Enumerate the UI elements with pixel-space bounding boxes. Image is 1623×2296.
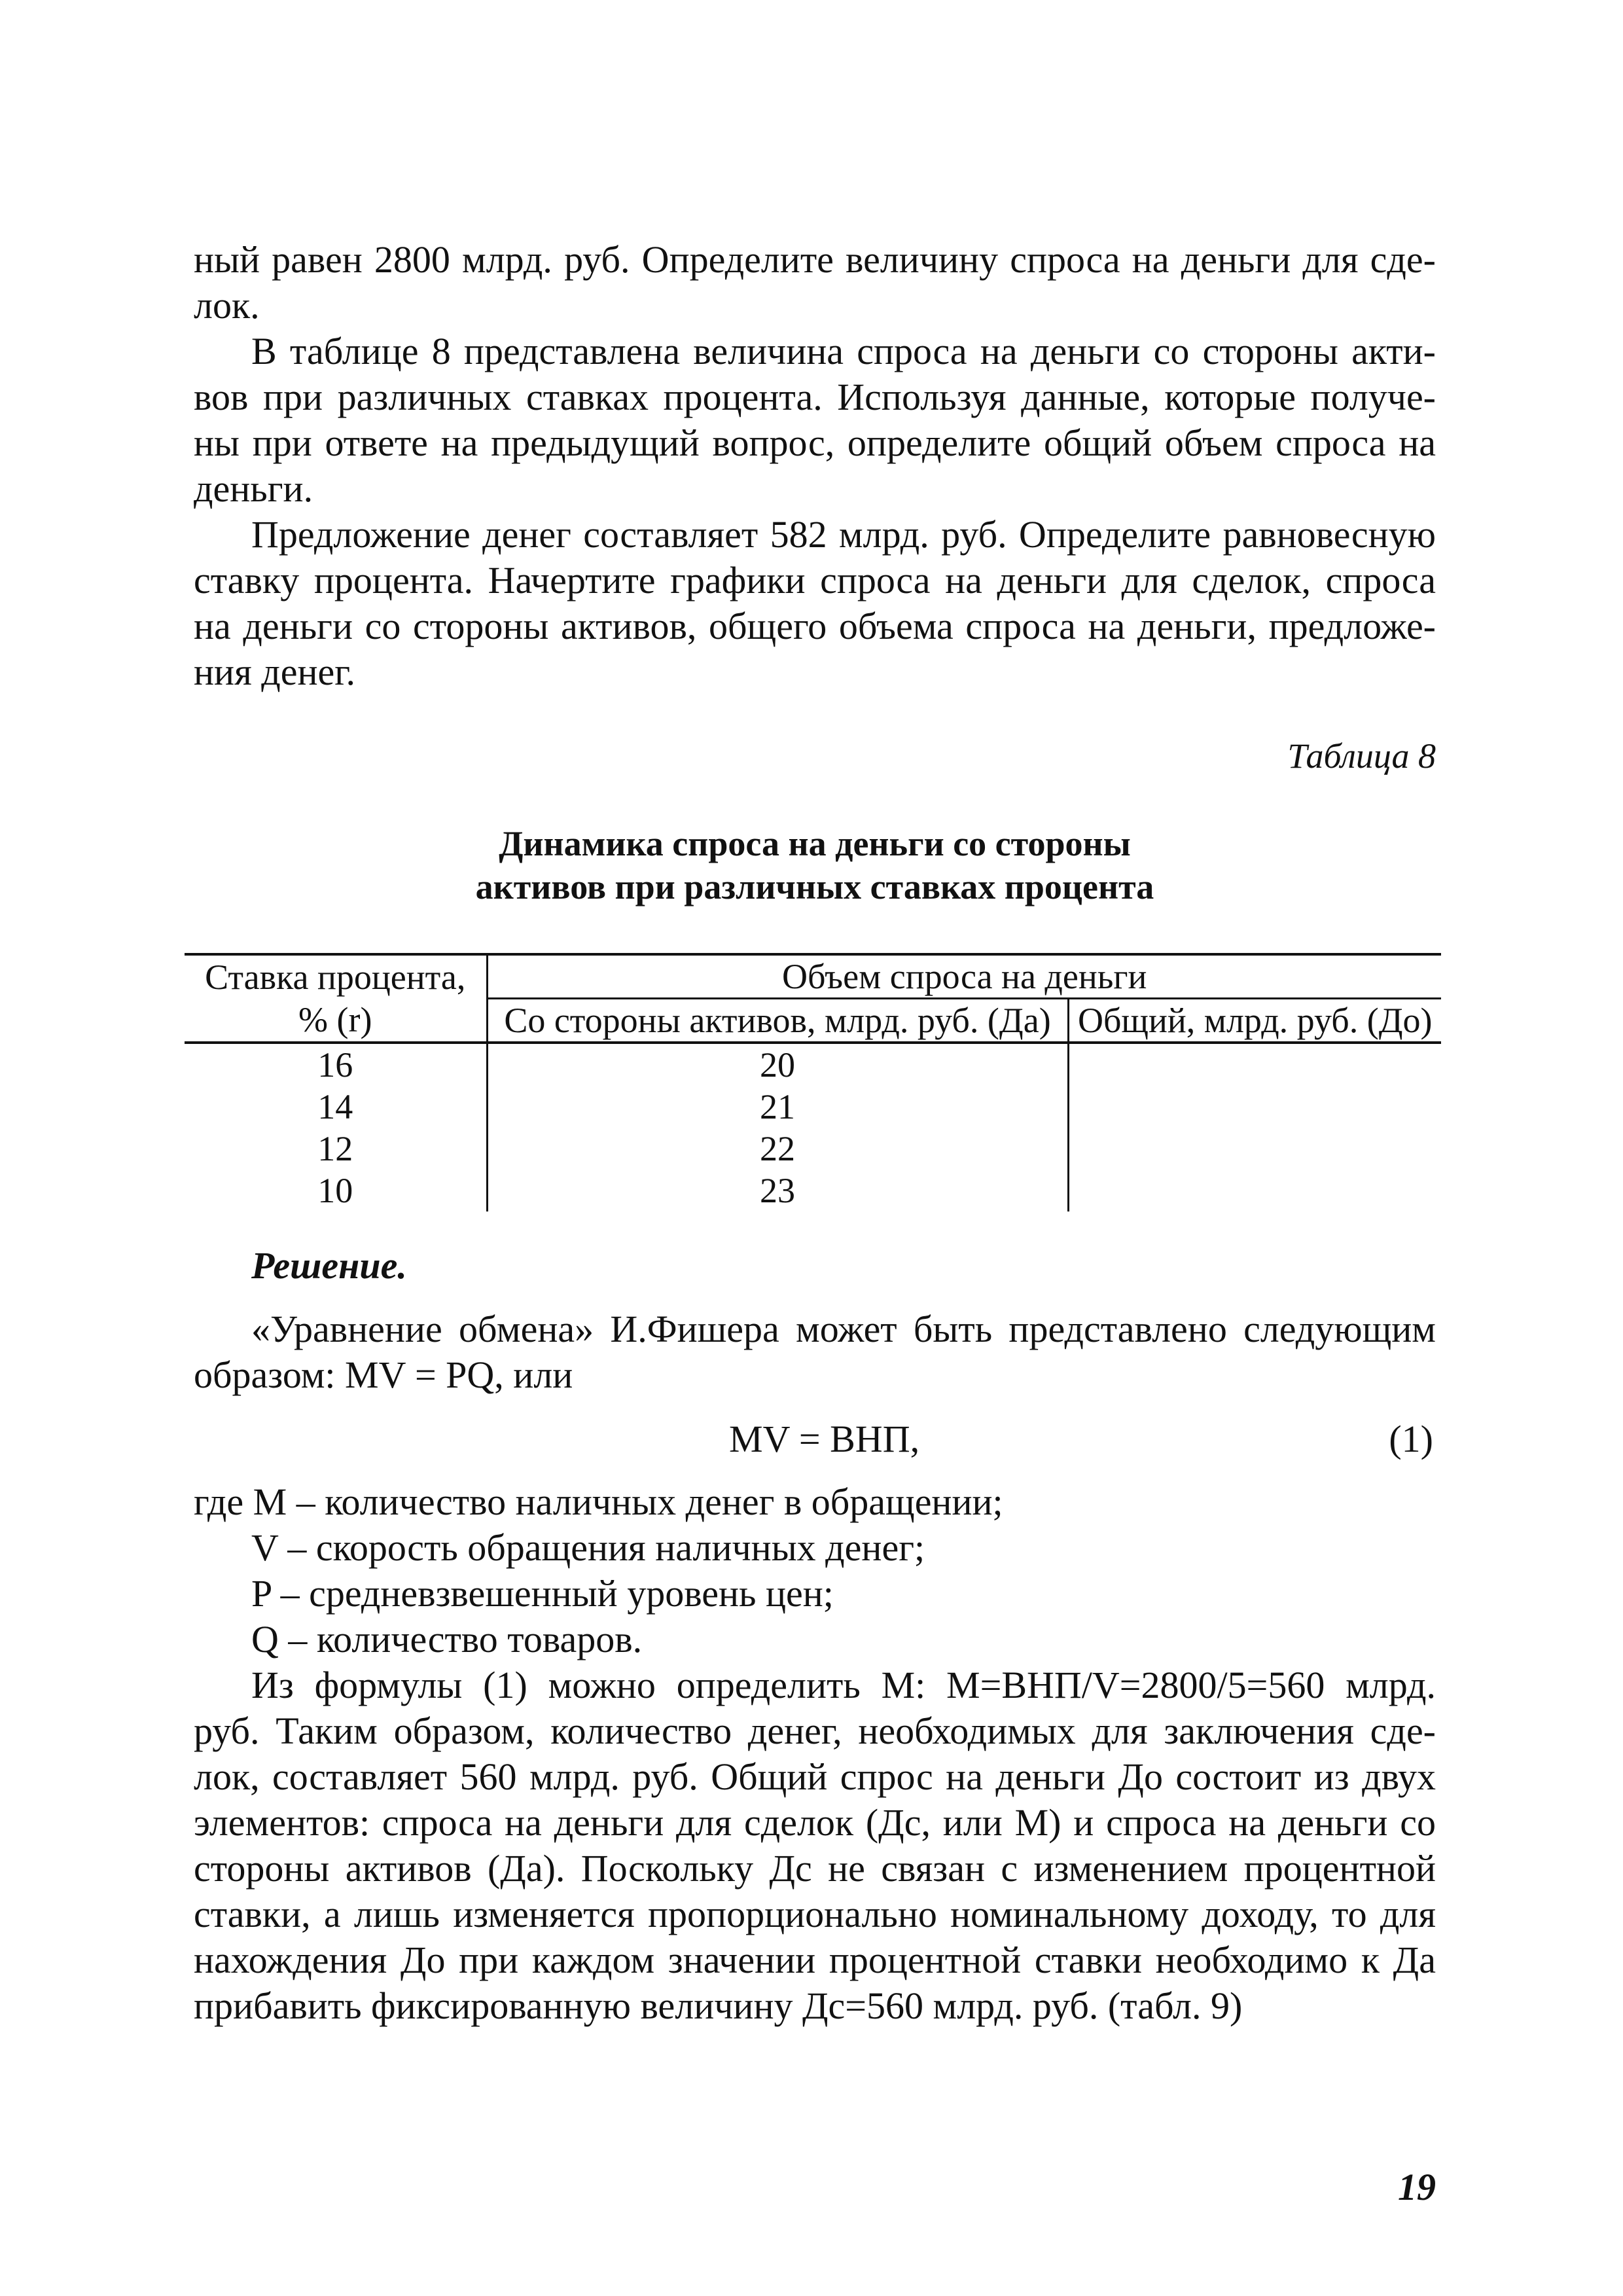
text-line: V – скорость обращения наличных денег; xyxy=(251,1526,925,1569)
solution-text-a xyxy=(194,1306,1436,1398)
cell-rate: 16 xyxy=(317,1045,353,1085)
text-line: прибавить фиксированную величину Дс=560 млрд. руб. (табл. 9) xyxy=(194,1984,1243,2027)
table-row xyxy=(185,1086,1441,1128)
text-line: Q – количество товаров. xyxy=(251,1618,643,1660)
formula-number: (1) xyxy=(1389,1418,1433,1460)
header-demand: Объем спроса на деньги xyxy=(487,954,1441,999)
text-line: лок, составляет 560 млрд. руб. Общий спрос на деньги До состоит из двух xyxy=(194,1755,1436,1798)
text-line: ны при ответе на предыдущий вопрос, определите общий объем спроса на xyxy=(194,422,1436,464)
table-row xyxy=(185,1128,1441,1170)
table-title-line: Динамика спроса на деньги со стороны xyxy=(499,824,1131,863)
header-assets: Со стороны активов, млрд. руб. (Да) xyxy=(487,999,1068,1043)
table-row xyxy=(185,1170,1441,1211)
text-line: ставку процента. Начертите графики спроса на деньги для сделок, спроса xyxy=(194,559,1436,601)
header-total: Общий, млрд. руб. (До) xyxy=(1068,999,1441,1043)
text-line: деньги. xyxy=(194,467,313,510)
text-line: элементов: спроса на деньги для сделок (Дс, или М) и спроса на деньги со xyxy=(194,1801,1436,1844)
text-line: образом: MV = PQ, или xyxy=(194,1354,573,1396)
text-line: лок. xyxy=(194,284,260,327)
text-line: ный равен 2800 млрд. руб. Определите величину спроса на деньги для сде- xyxy=(194,238,1436,281)
text-line: В таблице 8 представлена величина спроса на деньги со стороны акти- xyxy=(251,330,1436,372)
header-rate-line2: % (r) xyxy=(185,999,487,1043)
cell-total xyxy=(1068,1086,1441,1128)
text-line: ставки, а лишь изменяется пропорционально номинальному доходу, то для xyxy=(194,1893,1436,1935)
cell-assets: 23 xyxy=(487,1170,1068,1211)
text-line: руб. Таким образом, количество денег, необходимых для заключения сде- xyxy=(194,1710,1436,1752)
solution-title: Решение. xyxy=(251,1244,407,1287)
intro-text xyxy=(194,237,1436,695)
text-line: где М – количество наличных денег в обращении; xyxy=(194,1480,1003,1523)
page-number: 19 xyxy=(1398,2166,1436,2208)
cell-assets: 22 xyxy=(487,1128,1068,1170)
text-line: ния денег. xyxy=(194,651,356,693)
text-line: нахождения До при каждом значении процентной ставки необходимо к Да xyxy=(194,1939,1436,1981)
table-label: Таблица 8 xyxy=(1287,736,1436,776)
text-line: P – средневзвешенный уровень цен; xyxy=(251,1572,834,1615)
text-line: вов при различных ставках процента. Используя данные, которые получе- xyxy=(194,376,1436,418)
cell-rate: 14 xyxy=(317,1087,353,1126)
cell-assets: 21 xyxy=(487,1086,1068,1128)
text-line: стороны активов (Да). Поскольку Дс не связан с изменением процентной xyxy=(194,1847,1436,1890)
header-rate-line1: Ставка процента, xyxy=(185,954,487,999)
cell-assets: 20 xyxy=(487,1043,1068,1086)
text-line: на деньги со стороны активов, общего объема спроса на деньги, предложе- xyxy=(194,605,1436,647)
text-line: «Уравнение обмена» И.Фишера может быть представлено следующим xyxy=(251,1308,1436,1350)
formula: MV = ВНП, xyxy=(729,1418,920,1460)
text-line: Предложение денег составляет 582 млрд. руб. Определите равновесную xyxy=(251,513,1436,556)
table-title-line: активов при различных ставках процента xyxy=(475,867,1154,906)
table-title xyxy=(194,822,1436,908)
cell-rate: 12 xyxy=(317,1129,353,1168)
solution-text-b xyxy=(194,1479,1436,2029)
cell-total xyxy=(1068,1043,1441,1086)
cell-total xyxy=(1068,1128,1441,1170)
text-line: Из формулы (1) можно определить М: М=ВНП/V=2800/5=560 млрд. xyxy=(251,1664,1436,1706)
table-row xyxy=(185,1043,1441,1086)
cell-total xyxy=(1068,1170,1441,1211)
demand-table xyxy=(185,953,1441,1211)
cell-rate: 10 xyxy=(317,1171,353,1210)
